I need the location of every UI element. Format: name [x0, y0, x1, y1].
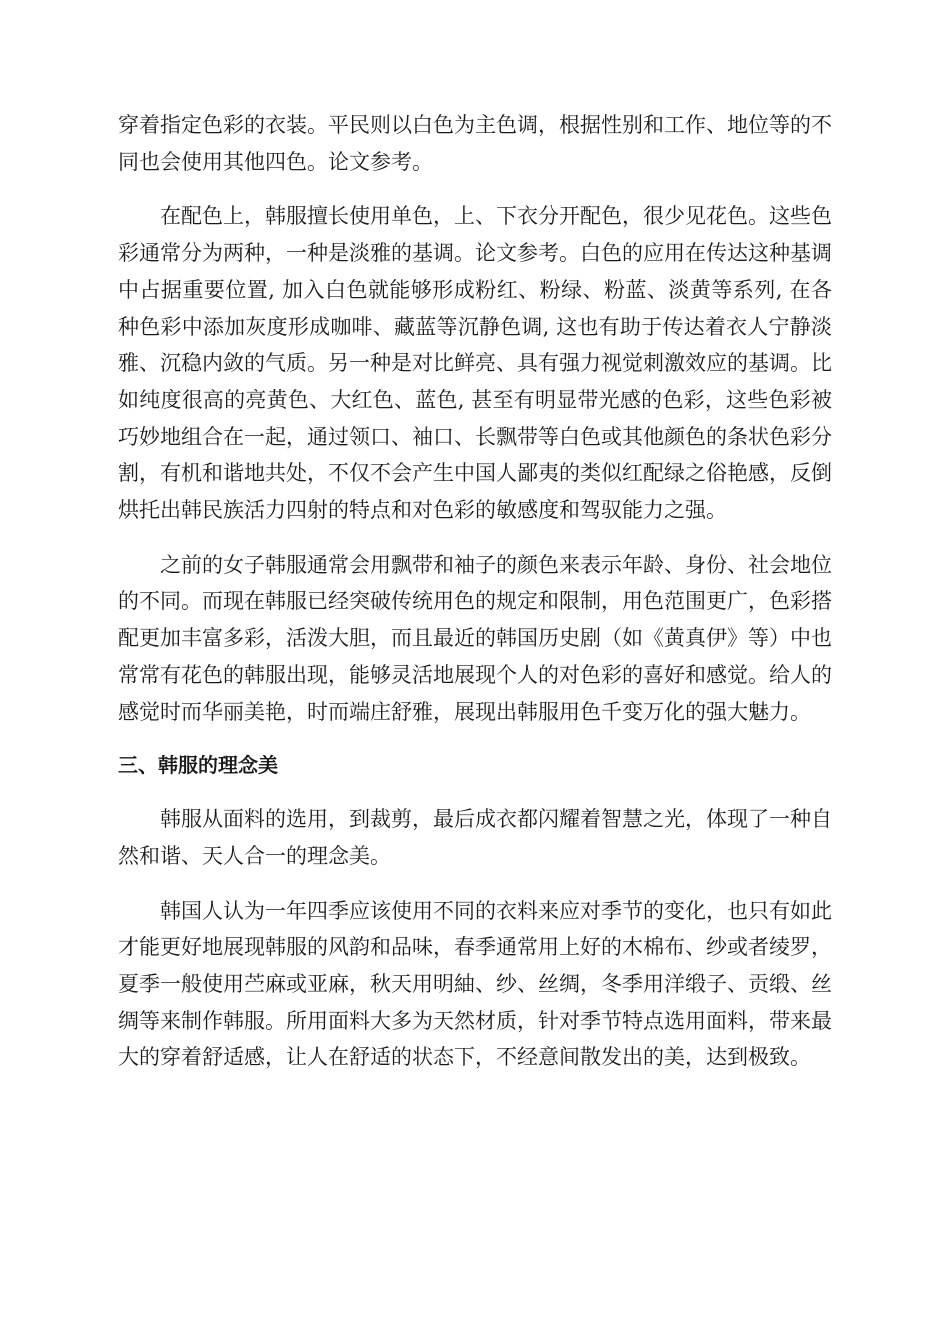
paragraph-seasonal-fabric: 韩国人认为一年四季应该使用不同的衣料来应对季节的变化，也只有如此才能更好地展现韩服的风韵和品味，春季通常用上好的木棉布、纱或者绫罗，夏季一般使用苎麻或亚麻，秋天用明紬、纱、丝绸，冬季用洋缎子、贡缎、丝绸等来制作韩服。所用面料大多为天然材质，针对季节特点选用面料，带来最大的穿着舒适感，让人在舒适的状态下，不经意间散发出的美，达到极致。 — [118, 898, 832, 1070]
section-heading: 三、韩服的理念美 — [118, 753, 278, 778]
paragraph-color-scheme: 在配色上，韩服擅长使用单色，上、下衣分开配色，很少见花色。这些色彩通常分为两种，一种是淡雅的基调。论文参考。白色的应用在传达这种基调中占据重要位置, 加入白色就能够形成粉红、粉绿、粉蓝、淡黄等系列, 在各种色彩中添加灰度形成咖啡、藏蓝等沉静色调, 这也有助于传达着衣人宁静淡雅、沉稳内敛的气质。另一种是对比鲜亮、具有强力视觉刺激效应的基调。比如纯度很高的亮黄色、大红色、蓝色, 甚至有明显带光感的色彩，这些色彩被巧妙地组合在一起，通过领口、袖口、长飘带等白色或其他颜色的条状色彩分割，有机和谐地共处，不仅不会产生中国人鄙夷的类似红配绿之俗艳感，反倒烘托出韩民族活力四射的特点和对色彩的敏感度和驾驭能力之强。 — [118, 204, 832, 523]
paragraph-concept-intro: 韩服从面料的选用，到裁剪，最后成衣都闪耀着智慧之光，体现了一种自然和谐、天人合一的理念美。 — [118, 807, 832, 868]
paragraph-continuation: 穿着指定色彩的衣装。平民则以白色为主色调，根据性别和工作、地位等的不同也会使用其他四色。论文参考。 — [118, 113, 832, 174]
paragraph-modern-hanbok: 之前的女子韩服通常会用飘带和袖子的颜色来表示年龄、身份、社会地位的不同。而现在韩服已经突破传统用色的规定和限制，用色范围更广，色彩搭配更加丰富多彩，活泼大胆，而且最近的韩国历史剧（如《黄真伊》等）中也常常有花色的韩服出现，能够灵活地展现个人的对色彩的喜好和感觉。给人的感觉时而华丽美艳，时而端庄舒雅，展现出韩服用色千变万化的强大魅力。 — [118, 552, 832, 724]
document-page — [118, 107, 832, 1094]
